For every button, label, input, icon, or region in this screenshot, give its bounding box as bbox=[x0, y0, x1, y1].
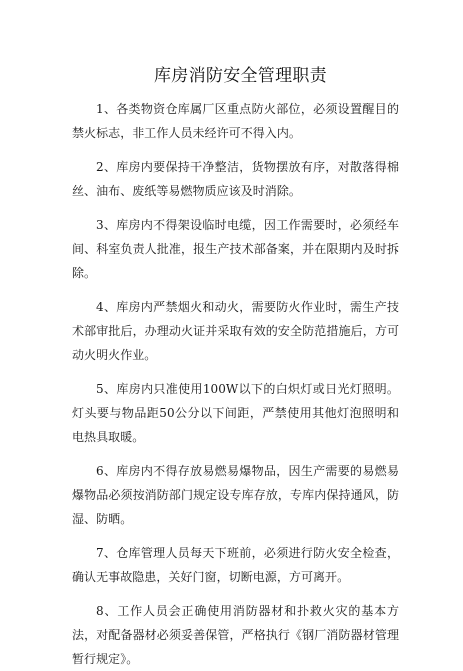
paragraph-3: 3、库房内不得架设临时电缆，因工作需要时，必须经车间、科室负责人批准，报生产技术部备案，并在限期内及时拆除。 bbox=[72, 218, 399, 280]
paragraph-5: 5、库房内只准使用100W以下的白炽灯或日光灯照明。灯头要与物品距50公分以下间距，严禁使用其他灯泡照明和电热具取暖。 bbox=[72, 382, 399, 444]
paragraph-6: 6、库房内不得存放易燃易爆物品，因生产需要的易燃易爆物品必须按消防部门规定设专库存放，专库内保持通风，防湿、防晒。 bbox=[72, 464, 399, 526]
paragraph-4: 4、库房内严禁烟火和动火，需要防火作业时，需生产技术部审批后，办理动火证并采取有效的安全防范措施后，方可动火明火作业。 bbox=[72, 300, 399, 362]
paragraph-8: 8、工作人员会正确使用消防器材和扑救火灾的基本方法，对配备器材必须妥善保管，严格执行《钢厂消防器材管理暂行规定》。 bbox=[72, 604, 399, 666]
paragraph-2: 2、库房内要保持干净整洁，货物摆放有序，对散落得棉丝、油布、废纸等易燃物质应该及时消除。 bbox=[72, 160, 399, 198]
paragraph-7: 7、仓库管理人员每天下班前，必须进行防火安全检查，确认无事故隐患，关好门窗，切断电源，方可离开。 bbox=[72, 546, 399, 584]
document-title: 库房消防安全管理职责 bbox=[154, 66, 327, 86]
paragraph-1: 1、各类物资仓库属厂区重点防火部位，必须设置醒目的禁火标志，非工作人员未经许可不得入内。 bbox=[72, 102, 399, 140]
